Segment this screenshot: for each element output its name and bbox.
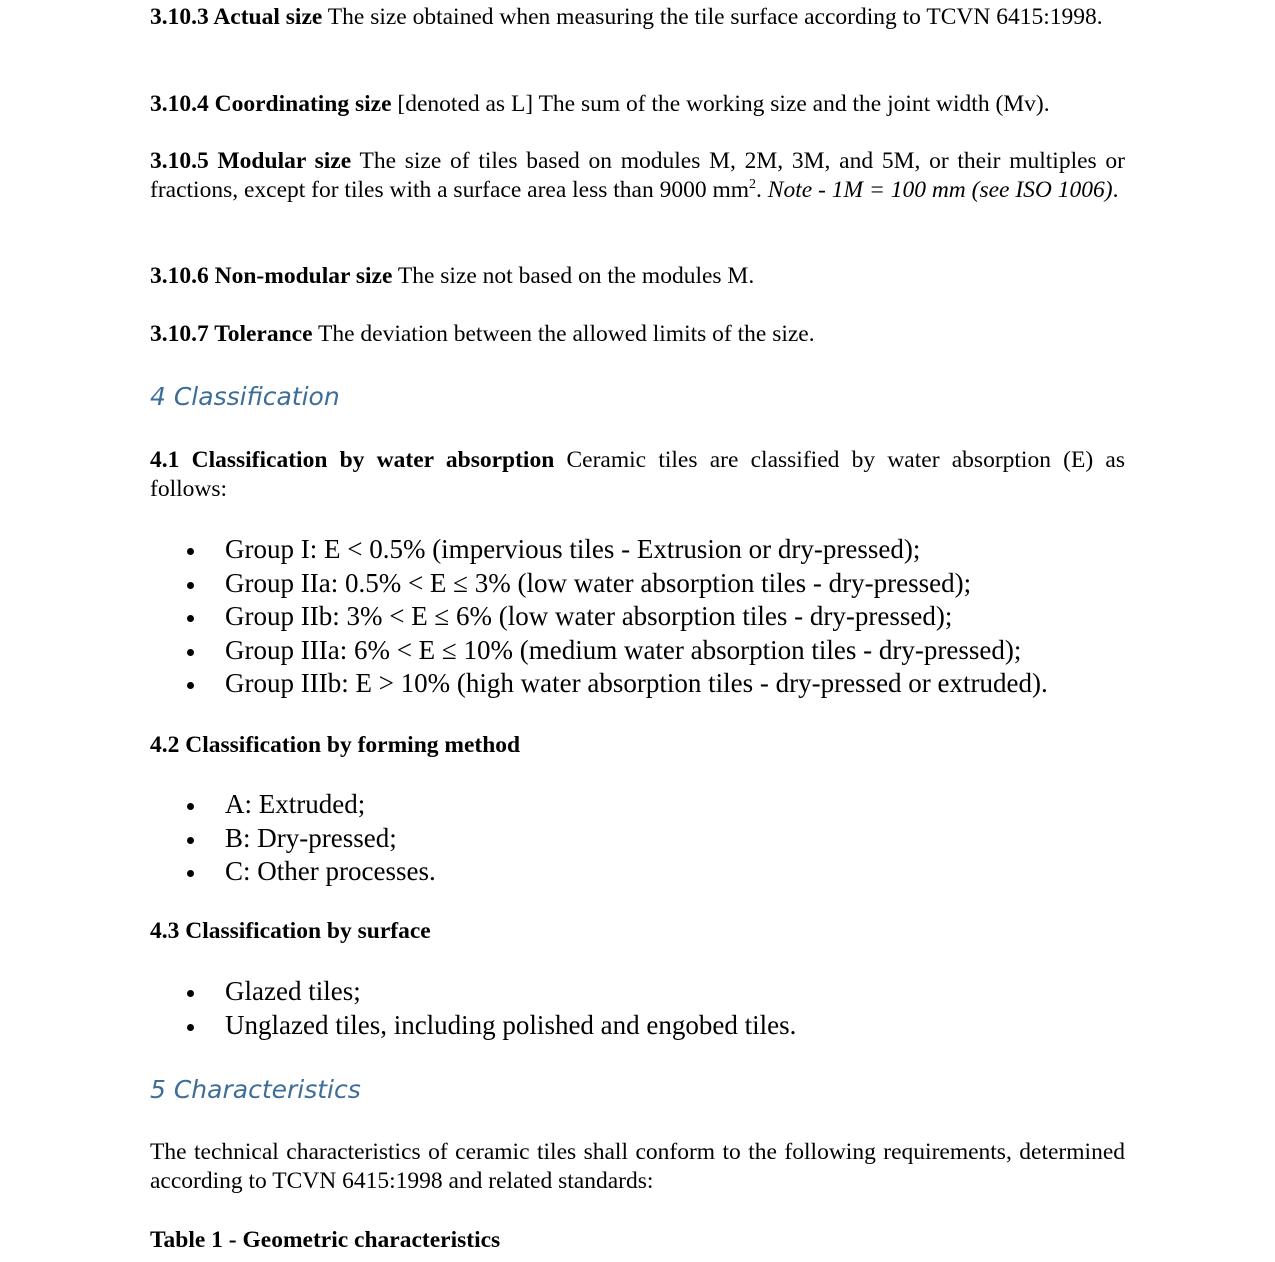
definition-text: The size of tiles based on modules M, 2M, 3M, and 5M, or their multiples or fractions, except for tiles with a surface area less than 9000 mm bbox=[150, 148, 1126, 203]
list-item-text: B: Dry-pressed; bbox=[225, 822, 397, 853]
bullet-icon bbox=[187, 682, 194, 689]
bullet-icon bbox=[187, 990, 194, 997]
list-item bbox=[150, 634, 1150, 668]
definition-coordinating-size bbox=[150, 90, 1050, 119]
list-item-text: Group IIIb: E > 10% (high water absorption tiles - dry-pressed or extruded). bbox=[225, 668, 1048, 699]
superscript: 2 bbox=[749, 177, 757, 193]
term: 3.10.6 Non-modular size bbox=[150, 263, 393, 289]
bullet-icon bbox=[187, 649, 194, 656]
list-item-text: A: Extruded; bbox=[225, 789, 366, 819]
list-item-text: Group IIb: 3% < E ≤ 6% (low water absorption tiles - dry-pressed); bbox=[225, 601, 953, 632]
water-absorption-list bbox=[150, 533, 1150, 701]
list-item bbox=[150, 567, 1150, 601]
definition-modular-size bbox=[150, 147, 1125, 205]
bullet-icon bbox=[187, 548, 194, 555]
definition-text: The size obtained when measuring the tile surface according to TCVN 6415:1998. bbox=[322, 4, 1103, 30]
bullet-icon bbox=[187, 870, 194, 877]
list-item-text: Group IIa: 0.5% < E ≤ 3% (low water absorption tiles - dry-pressed); bbox=[225, 567, 972, 598]
list-item bbox=[150, 1009, 1150, 1043]
list-item bbox=[150, 600, 1150, 634]
definition-text-cont: . bbox=[756, 177, 768, 203]
table-title: Table 1 - Geometric characteristics bbox=[150, 1227, 501, 1253]
list-item bbox=[150, 788, 1150, 822]
list-item bbox=[150, 855, 1150, 889]
list-item-text: Glazed tiles; bbox=[225, 976, 361, 1006]
definition-end: . bbox=[1112, 177, 1119, 203]
list-item bbox=[150, 667, 1150, 701]
definition-text: [denoted as L] The sum of the working size and the joint width (Mv). bbox=[391, 91, 1050, 117]
definition-text: The deviation between the allowed limits of the size. bbox=[312, 321, 815, 347]
list-item-text: C: Other processes. bbox=[225, 856, 436, 887]
bullet-icon bbox=[187, 582, 194, 589]
classification-water-absorption bbox=[150, 446, 1125, 504]
list-item bbox=[150, 975, 1150, 1009]
section-heading-classification: 4 Classification bbox=[150, 382, 340, 411]
bullet-icon bbox=[187, 1024, 194, 1031]
list-item bbox=[150, 822, 1150, 856]
term: 3.10.5 Modular size bbox=[150, 148, 352, 174]
forming-method-list bbox=[150, 788, 1150, 889]
surface-list bbox=[150, 975, 1150, 1042]
bullet-icon bbox=[187, 837, 194, 844]
subsection-surface: 4.3 Classification by surface bbox=[150, 918, 431, 944]
list-item-text: Unglazed tiles, including polished and engobed tiles. bbox=[225, 1009, 797, 1040]
term: 3.10.7 Tolerance bbox=[150, 321, 313, 347]
note-text: Note - 1M = 100 mm (see ISO 1006) bbox=[767, 177, 1113, 203]
list-item bbox=[150, 533, 1150, 567]
bullet-icon bbox=[187, 615, 194, 622]
list-item-text: Group IIIa: 6% < E ≤ 10% (medium water absorption tiles - dry-pressed); bbox=[225, 634, 1022, 665]
subsection-forming-method: 4.2 Classification by forming method bbox=[150, 732, 521, 758]
bullet-icon bbox=[187, 803, 194, 810]
list-item-text: Group I: E < 0.5% (impervious tiles - Extrusion or dry-pressed); bbox=[225, 534, 921, 564]
term: 4.1 Classification by water absorption bbox=[150, 447, 555, 473]
definition-tolerance bbox=[150, 320, 815, 349]
characteristics-intro: The technical characteristics of ceramic tiles shall conform to the following requirements, determined according to TCVN 6415:1998 and related standards: bbox=[150, 1139, 1125, 1194]
term: 3.10.3 Actual size bbox=[150, 4, 323, 30]
definition-text: Ceramic tiles are classified by water absorption (E) as follows: bbox=[150, 447, 1125, 502]
definition-text: The size not based on the modules M. bbox=[392, 263, 755, 289]
term: 3.10.4 Coordinating size bbox=[150, 91, 392, 117]
definition-actual-size bbox=[150, 3, 1103, 32]
section-heading-characteristics: 5 Characteristics bbox=[150, 1075, 361, 1104]
definition-non-modular-size bbox=[150, 262, 754, 291]
